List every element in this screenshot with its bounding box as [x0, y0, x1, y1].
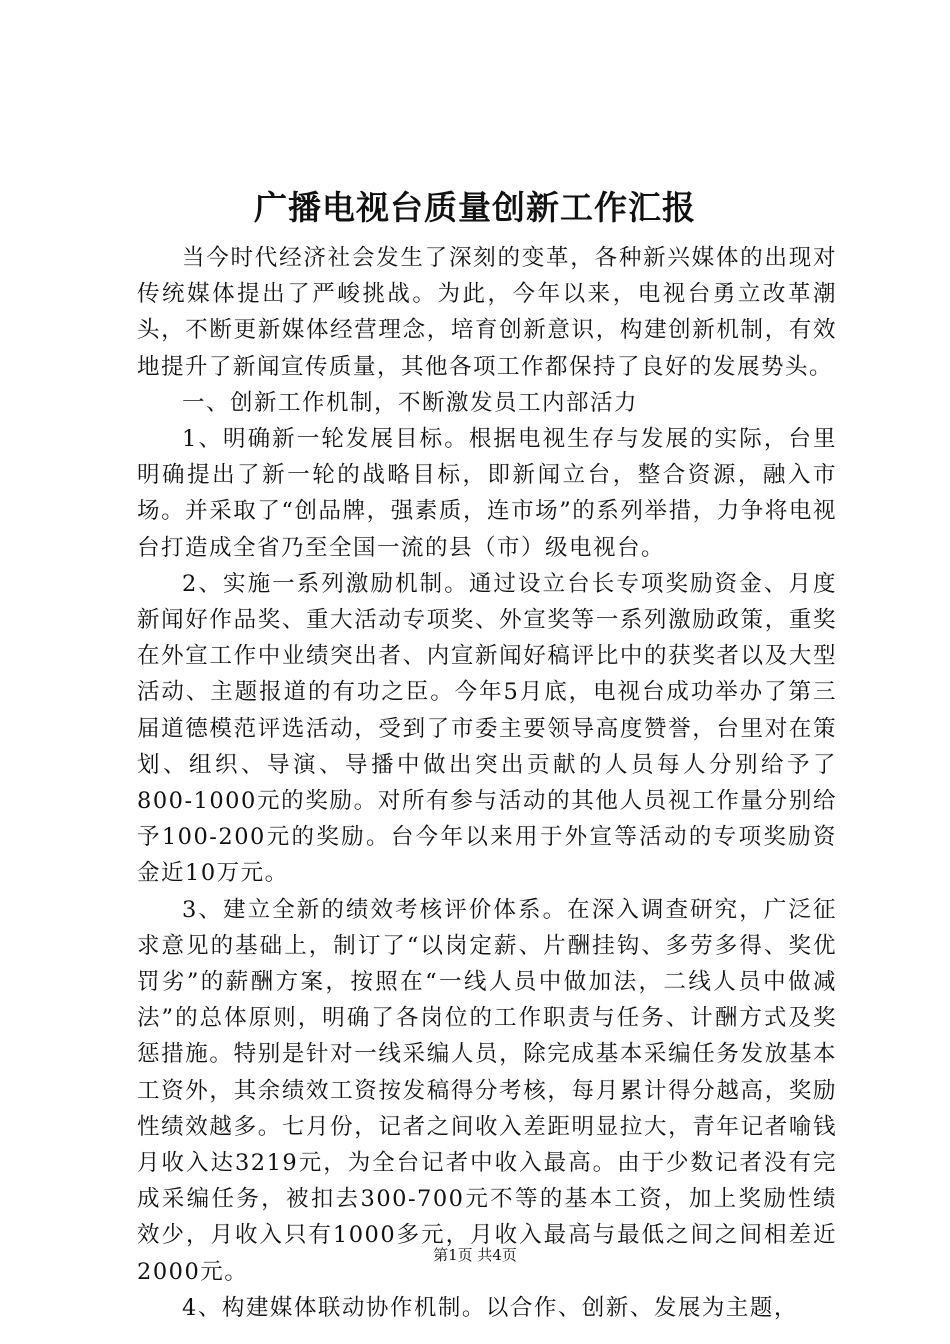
- document-body: [137, 240, 837, 1326]
- page-indicator: 第1页 共4页: [433, 1246, 517, 1264]
- section-heading-1: 一、创新工作机制，不断激发员工内部活力: [182, 389, 639, 416]
- document-title: 广播电视台质量创新工作汇报: [254, 188, 696, 227]
- paragraph-item-3: 3、建立全新的绩效考核评价体系。在深入调查研究，广泛征求意见的基础上，制订了“以岗定薪、片酬挂钩、多劳多得、奖优罚劣”的薪酬方案，按照在“一线人员中做加法，二线人员中做减法”的总体原则，明确了各岗位的工作职责与任务、计酬方式及奖惩措施。特别是针对一线采编人员，除完成基本采编任务发放基本工资外，其余绩效工资按发稿得分考核，每月累计得分越高，奖励性绩效越多。七月份，记者之间收入差距明显拉大，青年记者喻钱月收入达3219元，为全台记者中收入最高。由于少数记者没有完成采编任务，被扣去300-700元不等的基本工资，加上奖励性绩效少，月收入只有1000多元，月收入最高与最低之间之间相差近2000元。: [137, 896, 837, 1285]
- paragraph-item-1: 1、明确新一轮发展目标。根据电视生存与发展的实际，台里明确提出了新一轮的战略目标，即新闻立台，整合资源，融入市场。并采取了“创品牌，强素质，连市场”的系列举措，力争将电视台打造成全省乃至全国一流的县（市）级电视台。: [137, 426, 837, 561]
- page-footer: [0, 1244, 950, 1266]
- paragraph-item-4: 4、构建媒体联动协作机制。以合作、创新、发展为主题，: [182, 1294, 798, 1321]
- paragraph-item-2: 2、实施一系列激励机制。通过设立台长专项奖励资金、月度新闻好作品奖、重大活动专项奖、外宣奖等一系列激励政策，重奖在外宣工作中业绩突出者、内宣新闻好稿评比中的获奖者以及大型活动、主题报道的有功之臣。今年5月底，电视台成功举办了第三届道德模范评选活动，受到了市委主要领导高度赞誉，台里对在策划、组织、导演、导播中做出突出贡献的人员每人分别给予了800-1000元的奖励。对所有参与活动的其他人员视工作量分别给予100-200元的奖励。台今年以来用于外宣等活动的专项奖励资金近10万元。: [137, 570, 837, 887]
- paragraph-intro: 当今时代经济社会发生了深刻的变革，各种新兴媒体的出现对传统媒体提出了严峻挑战。为此，今年以来，电视台勇立改革潮头，不断更新媒体经营理念，培育创新意识，构建创新机制，有效地提升了新闻宣传质量，其他各项工作都保持了良好的发展势头。: [137, 245, 837, 380]
